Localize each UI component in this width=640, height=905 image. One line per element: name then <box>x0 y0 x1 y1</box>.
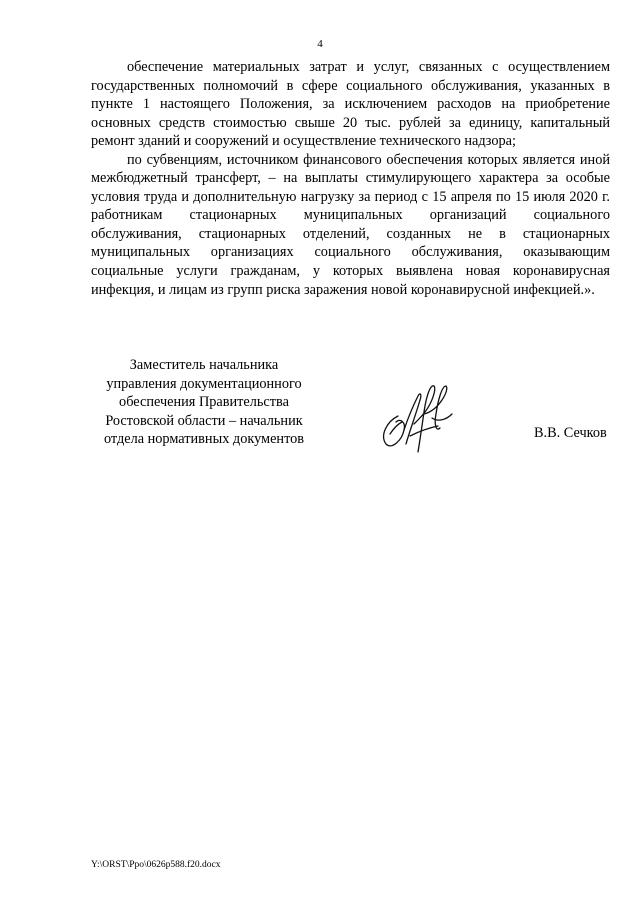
handwritten-signature <box>376 378 464 456</box>
paragraph-subventions: по субвенциям, источником финансового обеспечения которых является иной межбюджетный трансферт, – на выплаты стимулирующего характера за особые условия труда и дополнительную нагрузку за период с 15 апреля по 15 июля 2020 г. работникам стационарных муниципальных организаций социального обслуживания, стационарных отделений, созданных не в стационарных муниципальных организациях социального обслуживания, оказывающим социальные услуги гражданам, у которых выявлена новая коронавирусная инфекция, и лицам из групп риска заражения новой коронавирусной инфекцией.». <box>91 151 610 298</box>
signatory-title-line: отдела нормативных документов <box>103 431 305 448</box>
signatory-name: В.В. Сечков <box>534 425 607 441</box>
signatory-title-line: Заместитель начальника <box>129 357 279 373</box>
signatory-title-line: обеспечения Правительства <box>119 394 289 411</box>
paragraph-material-costs: обеспечение материальных затрат и услуг, связанных с осуществлением государственных полномочий в сфере социального обслуживания, указанных в пункте 1 настоящего Положения, за исключением расходов на приобретение основных средств стоимостью свыше 20 тыс. рублей за единицу, капитальный ремонт зданий и сооружений и осуществление технического надзора; <box>91 59 610 150</box>
document-body <box>91 58 610 299</box>
page-number: 4 <box>317 38 323 50</box>
file-path-footer: Y:\ORST\Ppo\0626p588.f20.docx <box>91 860 221 870</box>
signatory-title <box>84 356 324 449</box>
signatory-title-line: Ростовской области – начальник <box>105 412 303 429</box>
signatory-title-line: управления документационного <box>106 375 302 392</box>
